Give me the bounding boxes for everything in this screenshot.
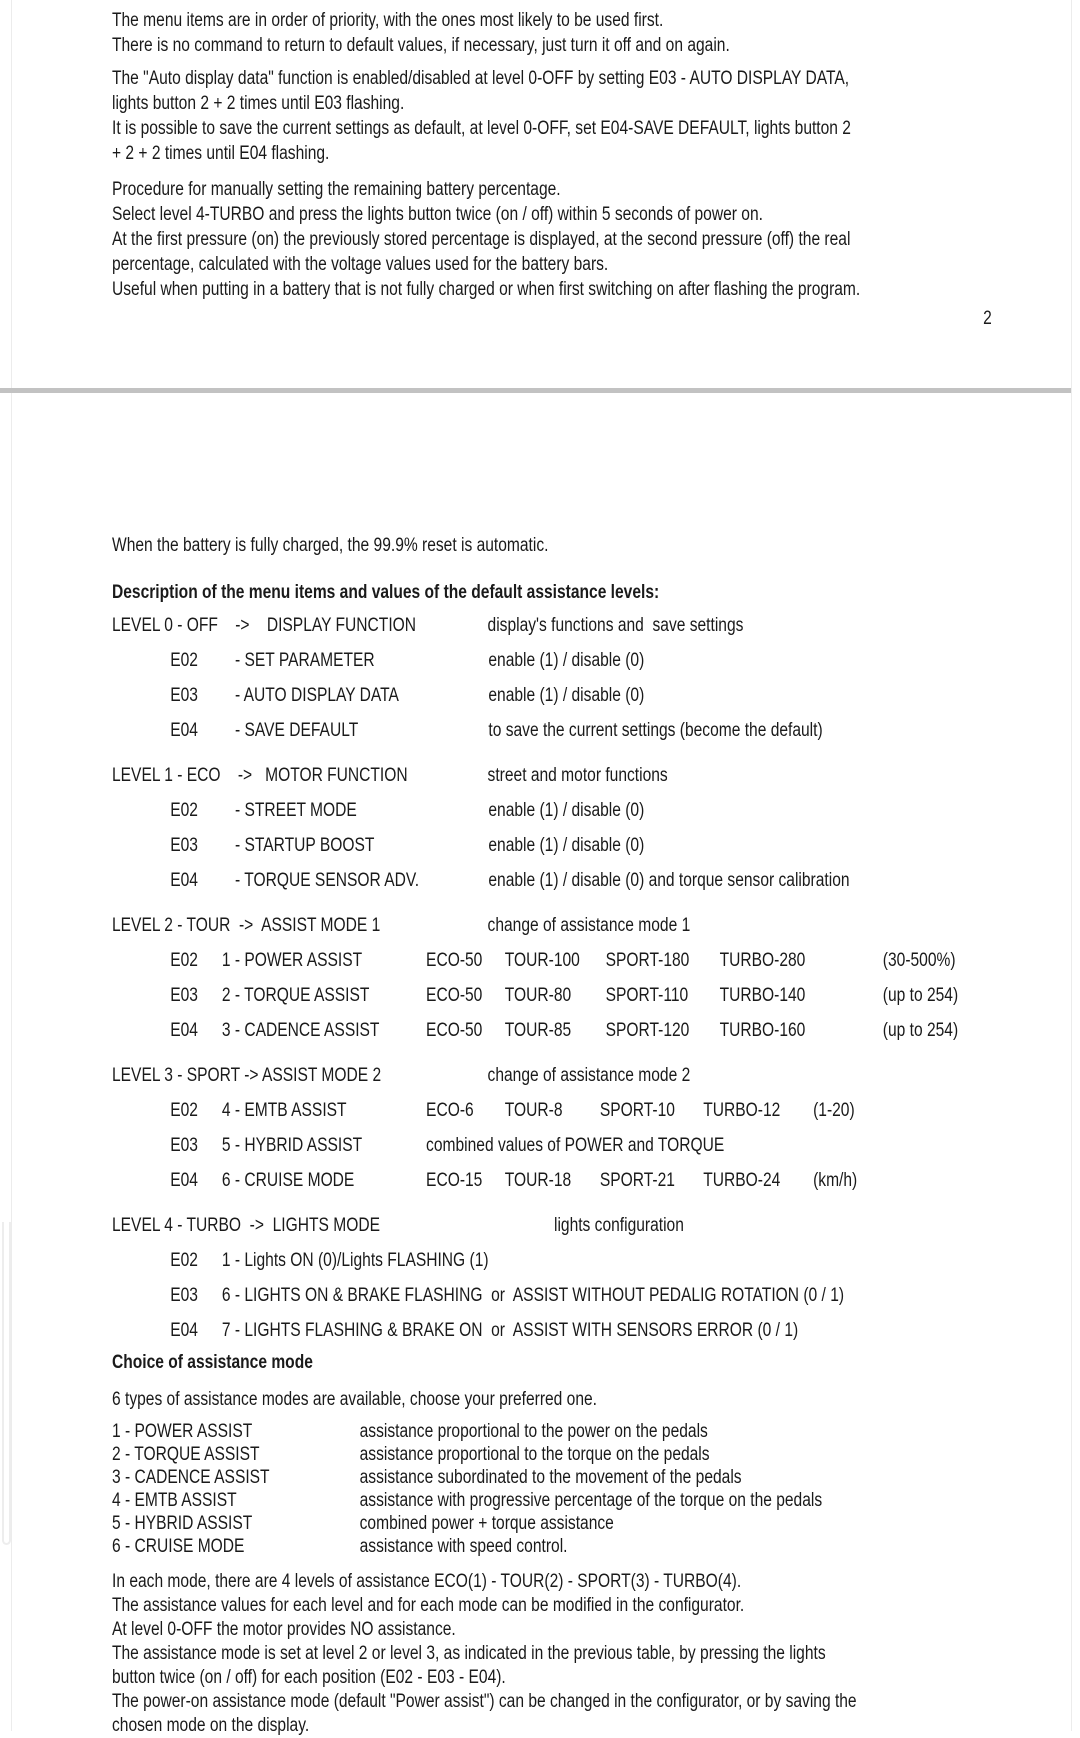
item-name: - AUTO DISPLAY DATA [235, 685, 399, 706]
level-block [112, 1213, 992, 1343]
assist-value: ECO-15 [426, 1170, 483, 1191]
assist-value: TURBO-160 [719, 1020, 806, 1041]
mode-name: 1 - POWER ASSIST [112, 1421, 253, 1442]
menu-row [112, 683, 992, 708]
assist-value: TOUR-80 [504, 985, 572, 1006]
assist-value: SPORT-180 [605, 950, 690, 971]
text-line: At level 0-OFF the motor provides NO assistance. [112, 1619, 456, 1640]
item-name: - SET PARAMETER [235, 650, 375, 671]
assist-mode-list [112, 1420, 992, 1558]
section-heading: Description of the menu items and values of the default assistance levels: [112, 582, 660, 603]
level-description: change of assistance mode 1 [487, 915, 691, 936]
page-separator [0, 388, 1071, 393]
row-text: 1 - Lights ON (0)/Lights FLASHING (1) [221, 1250, 489, 1271]
mode-item [112, 1443, 992, 1466]
menu-row [112, 798, 992, 823]
e-code: E02 [170, 650, 198, 671]
e-code: E02 [170, 800, 198, 821]
value-range: (30-500%) [882, 950, 956, 971]
level-description: change of assistance mode 2 [487, 1065, 691, 1086]
assist-value: TURBO-280 [719, 950, 806, 971]
page-2 [112, 533, 992, 1738]
menu-row [112, 1248, 992, 1273]
mode-item [112, 1420, 992, 1443]
level-block [112, 763, 992, 893]
e-code: E02 [170, 950, 198, 971]
mode-item [112, 1512, 992, 1535]
assist-value: ECO-50 [426, 1020, 483, 1041]
row-description: combined values of POWER and TORQUE [426, 1135, 725, 1156]
text-line: There is no command to return to default values, if necessary, just turn it off and on again. [112, 35, 730, 56]
assist-value: ECO-6 [426, 1100, 474, 1121]
assist-value: TOUR-100 [504, 950, 580, 971]
level-block [112, 1063, 992, 1193]
closing-paragraph [112, 1570, 992, 1738]
row-description: enable (1) / disable (0) [488, 650, 645, 671]
text-line: The menu items are in order of priority, with the ones most likely to be used first. [112, 10, 664, 31]
page-number: 2 [983, 308, 992, 329]
e-code: E03 [170, 1285, 198, 1306]
e-code: E04 [170, 1020, 198, 1041]
scroll-indicator[interactable] [2, 1222, 11, 1545]
level-header [112, 913, 992, 938]
item-name: 3 - CADENCE ASSIST [221, 1020, 380, 1041]
text-line: When the battery is fully charged, the 99.9% reset is automatic. [112, 535, 549, 556]
value-range: (1-20) [813, 1100, 855, 1121]
text-line: The assistance values for each level and for each mode can be modified in the configurator. [112, 1595, 745, 1616]
assist-value: TOUR-18 [504, 1170, 572, 1191]
e-code: E03 [170, 835, 198, 856]
assist-value: ECO-50 [426, 985, 483, 1006]
level-title: LEVEL 4 - TURBO -> LIGHTS MODE [112, 1215, 380, 1236]
text-line: The power-on assistance mode (default "Power assist") can be changed in the configurator, or by saving the [112, 1691, 857, 1712]
page-1 [112, 8, 992, 331]
e-code: E04 [170, 870, 198, 891]
text-line: button twice (on / off) for each position (E02 - E03 - E04). [112, 1667, 506, 1688]
row-text: 7 - LIGHTS FLASHING & BRAKE ON or ASSIST WITH SENSORS ERROR (0 / 1) [221, 1320, 799, 1341]
mode-name: 3 - CADENCE ASSIST [112, 1467, 270, 1488]
text-line: It is possible to save the current settings as default, at level 0-OFF, set E04-SAVE DEFAULT, lights button 2 [112, 118, 851, 139]
mode-description: assistance subordinated to the movement of the pedals [359, 1467, 742, 1488]
row-description: enable (1) / disable (0) [488, 685, 645, 706]
assist-value: SPORT-110 [605, 985, 689, 1006]
assist-value: TURBO-140 [719, 985, 806, 1006]
e-code: E04 [170, 1320, 198, 1341]
menu-row [112, 983, 992, 1008]
level-title: LEVEL 3 - SPORT -> ASSIST MODE 2 [112, 1065, 382, 1086]
assist-value: TOUR-85 [504, 1020, 572, 1041]
text-line: At the first pressure (on) the previously stored percentage is displayed, at the second pressure (off) the real [112, 229, 851, 250]
mode-item [112, 1535, 992, 1558]
e-code: E02 [170, 1100, 198, 1121]
menu-row [112, 868, 992, 893]
paragraph [112, 177, 992, 302]
mode-description: combined power + torque assistance [359, 1513, 614, 1534]
e-code: E03 [170, 985, 198, 1006]
level-header [112, 613, 992, 638]
e-code: E02 [170, 1250, 198, 1271]
menu-row [112, 833, 992, 858]
mode-name: 2 - TORQUE ASSIST [112, 1444, 260, 1465]
text-line: In each mode, there are 4 levels of assistance ECO(1) - TOUR(2) - SPORT(3) - TURBO(4). [112, 1571, 742, 1592]
value-range: (km/h) [813, 1170, 858, 1191]
menu-row [112, 1098, 992, 1123]
menu-row [112, 1133, 992, 1158]
value-range: (up to 254) [882, 1020, 959, 1041]
paragraph [112, 8, 992, 58]
e-code: E03 [170, 1135, 198, 1156]
text-line: The "Auto display data" function is enabled/disabled at level 0-OFF by setting E03 - AUTO DISPLAY DATA, [112, 68, 850, 89]
level-header [112, 1213, 992, 1238]
e-code: E04 [170, 1170, 198, 1191]
level-header [112, 1063, 992, 1088]
level-description: display's functions and save settings [487, 615, 744, 636]
text-line: + 2 + 2 times until E04 flashing. [112, 143, 330, 164]
row-description: to save the current settings (become the default) [488, 720, 823, 741]
menu-row [112, 1283, 992, 1308]
assist-value: SPORT-21 [599, 1170, 675, 1191]
paragraph [112, 66, 992, 166]
assist-value: TURBO-12 [703, 1100, 781, 1121]
level-header [112, 763, 992, 788]
mode-name: 4 - EMTB ASSIST [112, 1490, 237, 1511]
text-line: 6 types of assistance modes are available, choose your preferred one. [112, 1389, 597, 1410]
menu-row [112, 718, 992, 743]
text-line: The assistance mode is set at level 2 or level 3, as indicated in the previous table, by pressing the lights [112, 1643, 826, 1664]
text-line: Useful when putting in a battery that is not fully charged or when first switching on after flashing the program. [112, 279, 861, 300]
menu-row [112, 948, 992, 973]
e-code: E03 [170, 685, 198, 706]
level-title: LEVEL 2 - TOUR -> ASSIST MODE 1 [112, 915, 381, 936]
item-name: - TORQUE SENSOR ADV. [235, 870, 420, 891]
item-name: 5 - HYBRID ASSIST [221, 1135, 363, 1156]
text-line: percentage, calculated with the voltage values used for the battery bars. [112, 254, 609, 275]
menu-row [112, 648, 992, 673]
mode-item [112, 1466, 992, 1489]
mode-item [112, 1489, 992, 1512]
menu-row [112, 1318, 992, 1343]
item-name: 4 - EMTB ASSIST [221, 1100, 347, 1121]
item-name: - STREET MODE [235, 800, 357, 821]
assist-value: TURBO-24 [703, 1170, 781, 1191]
level-block [112, 613, 992, 743]
assist-value: SPORT-10 [599, 1100, 675, 1121]
menu-row [112, 1018, 992, 1043]
text-line: lights button 2 + 2 times until E03 flashing. [112, 93, 405, 114]
item-name: - STARTUP BOOST [235, 835, 375, 856]
mode-description: assistance proportional to the torque on the pedals [359, 1444, 710, 1465]
text-line: Select level 4-TURBO and press the lights button twice (on / off) within 5 seconds of power on. [112, 204, 763, 225]
text-line: Procedure for manually setting the remaining battery percentage. [112, 179, 561, 200]
value-range: (up to 254) [882, 985, 959, 1006]
item-name: 1 - POWER ASSIST [221, 950, 363, 971]
assist-value: ECO-50 [426, 950, 483, 971]
level-description: street and motor functions [487, 765, 668, 786]
row-text: 6 - LIGHTS ON & BRAKE FLASHING or ASSIST WITHOUT PEDALIG ROTATION (0 / 1) [221, 1285, 845, 1306]
mode-description: assistance with progressive percentage of the torque on the pedals [359, 1490, 823, 1511]
menu-row [112, 1168, 992, 1193]
mode-description: assistance proportional to the power on the pedals [359, 1421, 708, 1442]
mode-name: 5 - HYBRID ASSIST [112, 1513, 253, 1534]
e-code: E04 [170, 720, 198, 741]
mode-description: assistance with speed control. [359, 1536, 568, 1557]
level-title: LEVEL 0 - OFF -> DISPLAY FUNCTION [112, 615, 417, 636]
level-description: lights configuration [553, 1215, 684, 1236]
level-block [112, 913, 992, 1043]
item-name: - SAVE DEFAULT [235, 720, 359, 741]
level-title: LEVEL 1 - ECO -> MOTOR FUNCTION [112, 765, 408, 786]
section-heading: Choice of assistance mode [112, 1352, 313, 1373]
item-name: 6 - CRUISE MODE [221, 1170, 355, 1191]
item-name: 2 - TORQUE ASSIST [221, 985, 370, 1006]
text-line: chosen mode on the display. [112, 1715, 310, 1736]
row-description: enable (1) / disable (0) [488, 800, 645, 821]
row-description: enable (1) / disable (0) and torque sensor calibration [488, 870, 850, 891]
mode-name: 6 - CRUISE MODE [112, 1536, 245, 1557]
assist-value: SPORT-120 [605, 1020, 690, 1041]
assist-value: TOUR-8 [504, 1100, 563, 1121]
row-description: enable (1) / disable (0) [488, 835, 645, 856]
